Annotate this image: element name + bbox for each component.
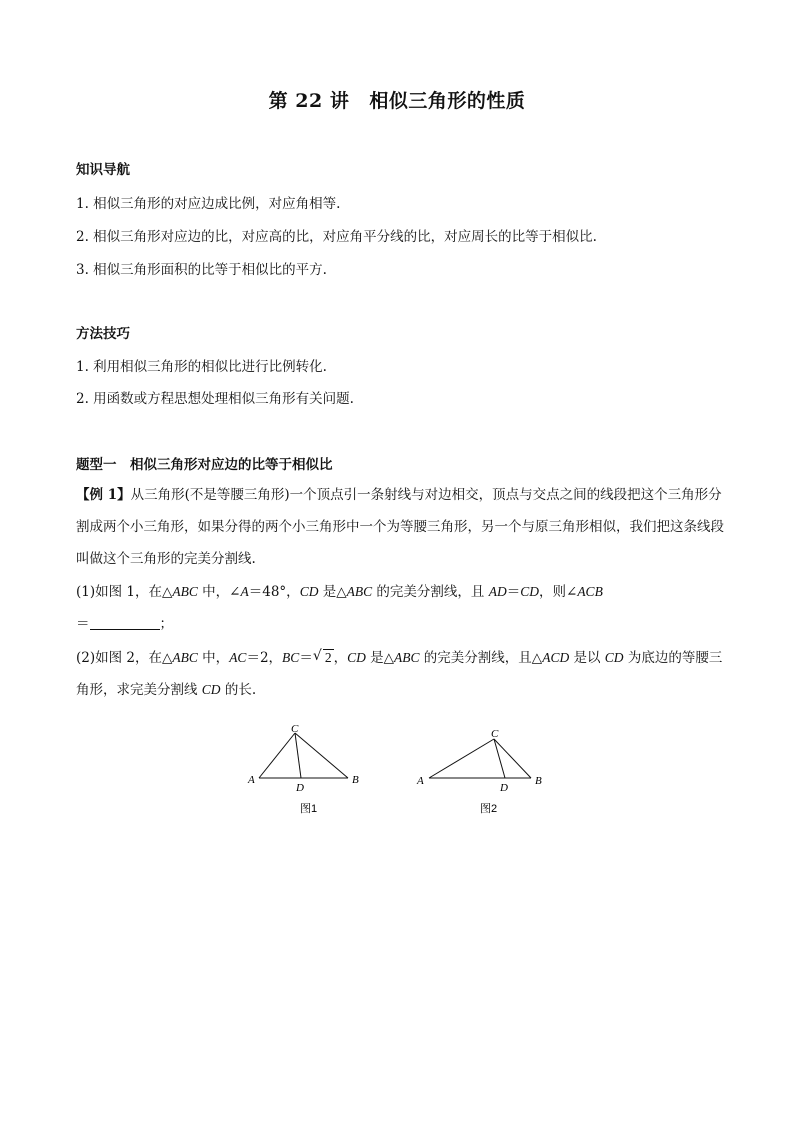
knowledge-heading: 知识导航 bbox=[76, 162, 130, 178]
q2-text: 中， bbox=[197, 650, 230, 666]
q2-text: 的完美分割线，且△ bbox=[419, 650, 543, 666]
example-1-text bbox=[76, 479, 726, 575]
method-item-1: 1. 利用相似三角形的相似比进行比例转化. bbox=[76, 359, 327, 375]
knowledge-item-3: 3. 相似三角形面积的比等于相似比的平方. bbox=[76, 262, 327, 278]
q2-cd: CD bbox=[201, 682, 221, 697]
q2-text: 是以 bbox=[569, 650, 605, 666]
fig2-label-c: C bbox=[491, 728, 499, 740]
q2-bc: BC bbox=[282, 650, 300, 665]
q2-text: 为底边的等腰三角形，求完美分割线 bbox=[76, 650, 723, 698]
q1-text: ，则∠ bbox=[539, 584, 578, 600]
q1-ad: AD bbox=[488, 584, 507, 599]
example-body: 从三角形(不是等腰三角形)一个顶点引一条射线与对边相交，顶点与交点之间的线段把这个三角形分割成两个小三角形，如果分得的两个小三角形中一个为等腰三角形，另一个与原三角形相似，我们把这条线段叫做这个三角形的完美分割线. bbox=[76, 487, 724, 567]
q2-text: ， bbox=[333, 650, 348, 666]
figure-2 bbox=[410, 722, 560, 818]
q2-text: (2)如图 2，在△ bbox=[76, 650, 173, 666]
fig1-side-cb bbox=[295, 733, 348, 778]
q1-equals: ＝ bbox=[76, 616, 90, 632]
q1-text: 中，∠ bbox=[197, 584, 241, 600]
q1-text: 是△ bbox=[318, 584, 347, 600]
q1-angle-a: A bbox=[240, 584, 249, 599]
radicand: 2 bbox=[324, 650, 332, 665]
fig2-label-b: B bbox=[535, 775, 542, 787]
fig1-label-d: D bbox=[296, 782, 304, 794]
methods-heading: 方法技巧 bbox=[76, 326, 130, 342]
q2-abc: ABC bbox=[394, 650, 420, 665]
q2-cd: CD bbox=[604, 650, 624, 665]
q2-abc: ABC bbox=[172, 650, 198, 665]
q1-text: ＝48°， bbox=[248, 584, 300, 600]
q2-cd: CD bbox=[347, 650, 366, 665]
question-2 bbox=[76, 642, 726, 706]
fig2-caption: 图2 bbox=[480, 803, 498, 815]
q1-cd: CD bbox=[299, 584, 319, 599]
example-tag: 【例 1】 bbox=[76, 487, 131, 503]
q1-abc: ABC bbox=[346, 584, 373, 599]
q1-cd: CD bbox=[520, 584, 539, 599]
lecture-number: 第 22 讲 bbox=[268, 90, 350, 112]
fig2-label-d: D bbox=[500, 782, 508, 794]
q2-text: 是△ bbox=[365, 650, 395, 666]
q1-angle-acb: ACB bbox=[577, 584, 603, 599]
fig1-segment-cd bbox=[295, 733, 301, 778]
lecture-topic: 相似三角形的性质 bbox=[369, 90, 526, 112]
q1-text: 的完美分割线，且 bbox=[372, 584, 489, 600]
fig1-label-b: B bbox=[352, 774, 359, 786]
question-1 bbox=[76, 576, 726, 640]
q2-ac: AC bbox=[229, 650, 247, 665]
q1-end: ； bbox=[159, 616, 173, 632]
knowledge-item-1: 1. 相似三角形的对应边成比例，对应角相等. bbox=[76, 196, 341, 212]
q1-abc: ABC bbox=[172, 584, 198, 599]
type1-heading: 题型一 相似三角形对应边的比等于相似比 bbox=[76, 457, 333, 473]
fig1-side-ac bbox=[259, 733, 295, 778]
fig1-caption: 图1 bbox=[300, 803, 318, 815]
fig1-label-a: A bbox=[248, 774, 255, 786]
figure-1 bbox=[240, 722, 370, 818]
fig1-label-c: C bbox=[291, 723, 299, 735]
q2-text: 的长. bbox=[220, 682, 257, 698]
q2-acd: ACD bbox=[542, 650, 570, 665]
q2-text: ＝ bbox=[299, 650, 313, 666]
fig2-label-a: A bbox=[417, 775, 424, 787]
radical-sign: √ bbox=[312, 648, 322, 664]
q1-text: ＝ bbox=[506, 584, 521, 600]
knowledge-item-2: 2. 相似三角形对应边的比，对应高的比，对应角平分线的比，对应周长的比等于相似比. bbox=[76, 229, 597, 245]
method-item-2: 2. 用函数或方程思想处理相似三角形有关问题. bbox=[76, 391, 354, 407]
page-title bbox=[0, 86, 794, 113]
q1-text: (1)如图 1，在△ bbox=[76, 584, 173, 600]
q2-text: ＝2， bbox=[246, 650, 283, 666]
sqrt-two bbox=[313, 642, 334, 674]
answer-blank[interactable] bbox=[90, 615, 160, 630]
fig2-side-ac bbox=[429, 739, 494, 778]
